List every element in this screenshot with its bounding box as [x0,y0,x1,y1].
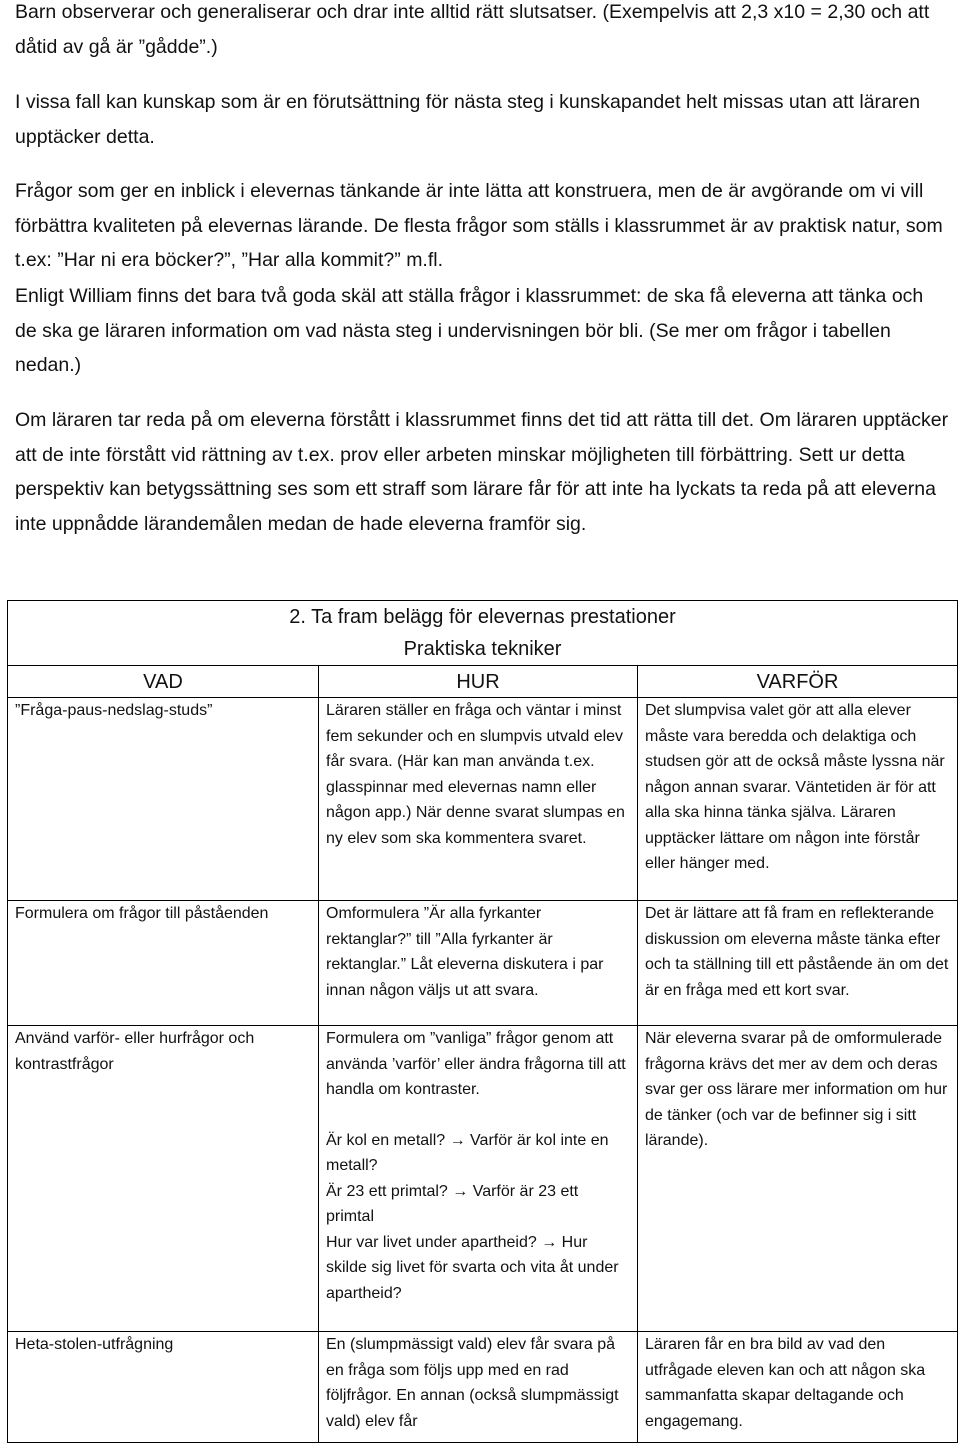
table-header-row [8,666,958,698]
cell-hur-text: Formulera om ”vanliga” frågor genom att använda ’varför’ eller ändra frågorna till att handla om kontraster. [326,1030,626,1098]
cell-hur [319,1026,638,1332]
paragraph-grading: Om läraren tar reda på om eleverna förstått i klassrummet finns det tid att rätta till det. Om läraren upptäcker att de inte förstått vid rättning av t.ex. prov eller arbeten minskar möjligheten till förbättring. Sett ur detta perspektiv kan betygssättning ses som ett straff som lärare får för att inte ha lyckats ta reda på att eleverna inte uppnådde lärandemålen medan de hade eleverna framför sig. [15,409,949,535]
header-vad: VAD [8,666,319,698]
paragraph-missed-knowledge: I vissa fall kan kunskap som är en förutsättning för nästa steg i kunskapandet helt missas utan att läraren upptäcker detta. [15,91,921,148]
example-line: Är kol en metall? → Varför är kol inte en metall? [326,1131,609,1174]
cell-hur: Läraren ställer en fråga och väntar i minst fem sekunder och en slumpvis utvald elev får svara. (Här kan man använda t.ex. glasspinnar med elevernas namn eller någon app.) När denne svarat slumpas en ny elev som ska kommentera svaret. [319,698,638,901]
cell-varfor: När eleverna svarar på de omformulerade frågorna krävs det mer av dem och deras svar ger oss lärare mer information om hur de tänker (och var de befinner sig i sitt lärande). [638,1026,958,1332]
cell-hur: En (slumpmässigt vald) elev får svara på en fråga som följs upp med en rad följfrågor. En annan (också slumpmässigt vald) elev får [319,1332,638,1443]
paragraph-questions: Frågor som ger en inblick i elevernas tänkande är inte lätta att konstruera, men de är avgörande om vi vill förbättra kvaliteten på elevernas lärande. De flesta frågor som ställs i klassrummet är av praktisk natur, som t.ex: ”Har ni era böcker?”, ”Har alla kommit?” m.fl. [15,180,943,271]
cell-gap [326,1103,630,1128]
table-title-row [8,601,958,666]
table-row [8,1332,958,1443]
cell-varfor: Det slumpvisa valet gör att alla elever måste vara beredda och delaktiga och studsen gör att de också måste lyssna när någon annan svarar. Väntetiden är för att alla ska hinna tänka själva. Läraren upptäcker lättare om någon inte förstår eller hänger med. [638,698,958,901]
header-hur: HUR [319,666,638,698]
paragraph-generalisation: Barn observerar och generaliserar och drar inte alltid rätt slutsatser. (Exempelvis att 2,3 x10 = 2,30 och att dåtid av gå är ”gådde”.) [15,1,930,58]
header-varfor: VARFÖR [638,666,958,698]
example-line: Hur var livet under apartheid? → Hur skilde sig livet för svarta och vita åt under apartheid? [326,1233,619,1302]
techniques-table [7,600,958,1443]
cell-hur: Omformulera ”Är alla fyrkanter rektanglar?” till ”Alla fyrkanter är rektanglar.” Låt eleverna diskutera i par innan någon väljs ut att svara. [319,901,638,1026]
table-row [8,901,958,1026]
table-title: 2. Ta fram belägg för elevernas prestationer [289,606,676,628]
example-line: Är 23 ett primtal? → Varför är 23 ett primtal [326,1182,579,1225]
paragraph-william: Enligt William finns det bara två goda skäl att ställa frågor i klassrummet: de ska få eleverna att tänka och de ska ge läraren information om vad nästa steg i undervisningen bör bli. (Se mer om frågor i tabellen nedan.) [15,285,924,376]
table-row [8,698,958,901]
cell-vad: Heta-stolen-utfrågning [8,1332,319,1443]
table-row [8,1026,958,1332]
cell-vad: Formulera om frågor till påståenden [8,901,319,1026]
cell-vad: ”Fråga-paus-nedslag-studs” [8,698,319,901]
cell-varfor: Det är lättare att få fram en reflekterande diskussion om eleverna måste tänka efter och ta ställning till ett påstående än om det är en fråga med ett kort svar. [638,901,958,1026]
table-subtitle: Praktiska tekniker [403,638,562,660]
table-title-cell [8,601,958,666]
cell-vad: Använd varför- eller hurfrågor och kontrastfrågor [8,1026,319,1332]
cell-varfor: Läraren får en bra bild av vad den utfrågade eleven kan och att någon ska sammanfatta skapar deltagande och engagemang. [638,1332,958,1443]
